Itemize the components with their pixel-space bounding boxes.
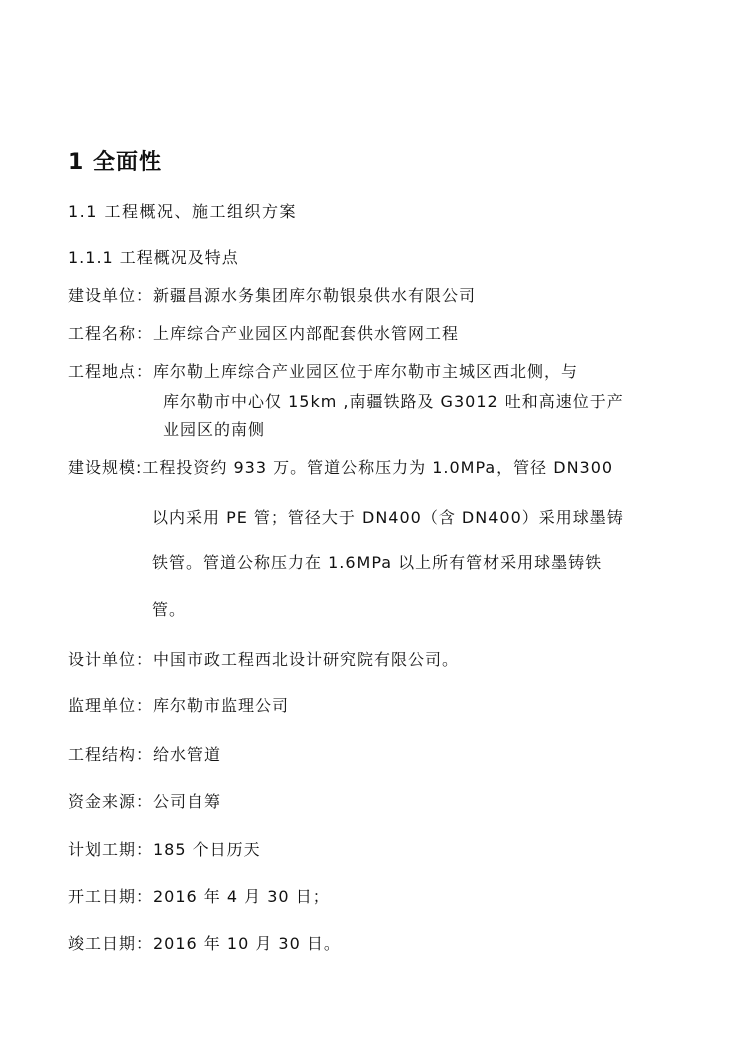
duration-line: 计划工期：185 个日历天 [68, 840, 261, 859]
start-date-line: 开工日期：2016 年 4 月 30 日； [68, 887, 330, 906]
project-name-line: 工程名称：上库综合产业园区内部配套供水管网工程 [68, 324, 460, 343]
scale-line-1: 建设规模:工程投资约 933 万。管道公称压力为 1.0MPa，管径 DN300 [68, 458, 614, 477]
scale-line-4: 管。 [152, 600, 187, 619]
location-line-2: 库尔勒市中心仅 15km ,南疆铁路及 G3012 吐和高速位于产 [163, 392, 624, 411]
location-line-1: 工程地点：库尔勒上库综合产业园区位于库尔勒市主城区西北侧，与 [68, 362, 579, 381]
funding-line: 资金来源：公司自筹 [68, 792, 222, 811]
section-heading: 1.1 工程概况、施工组织方案 [68, 202, 298, 221]
supervision-unit-line: 监理单位：库尔勒市监理公司 [68, 696, 290, 715]
chapter-heading: 1 全面性 [68, 150, 162, 175]
scale-line-2: 以内采用 PE 管；管径大于 DN400（含 DN400）采用球墨铸 [152, 508, 624, 527]
subsection-heading: 1.1.1 工程概况及特点 [68, 248, 239, 267]
end-date-line: 竣工日期：2016 年 10 月 30 日。 [68, 934, 341, 953]
structure-line: 工程结构：给水管道 [68, 745, 222, 764]
build-unit-line: 建设单位：新疆昌源水务集团库尔勒银泉供水有限公司 [68, 286, 477, 305]
design-unit-line: 设计单位：中国市政工程西北设计研究院有限公司。 [68, 650, 460, 669]
location-line-3: 业园区的南侧 [163, 420, 266, 439]
scale-line-3: 铁管。管道公称压力在 1.6MPa 以上所有管材采用球墨铸铁 [152, 553, 603, 572]
